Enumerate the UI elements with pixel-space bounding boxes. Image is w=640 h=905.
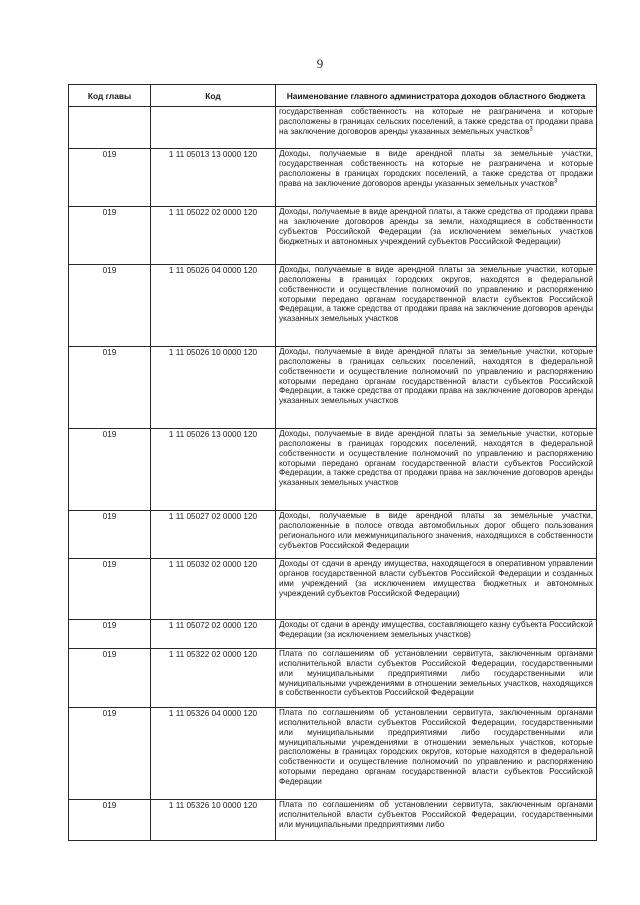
head-code-cell: 019 (69, 347, 151, 429)
description-text: Доходы, получаемые в виде арендной платы за земельные участки, которые расположены в границах сельских поселений, находятся в федеральной собственности и осуществление полномочий по управлению и распоряжению которыми передано органам государственной власти субъектов Российской Федерации, а также средства от продажи права на заключение договоров аренды указанных земельных участков (279, 347, 594, 406)
description-cell (276, 107, 597, 149)
revenue-code-cell: 1 11 05013 13 0000 120 (151, 149, 276, 207)
table-row (69, 708, 597, 800)
table-row (69, 559, 597, 620)
description-cell (276, 429, 597, 511)
footnote-mark: 3 (529, 125, 533, 132)
revenue-code-cell: 1 11 05026 13 0000 120 (151, 429, 276, 511)
table-row (69, 149, 597, 207)
revenue-code-cell: 1 11 05022 02 0000 120 (151, 207, 276, 265)
table-row (69, 429, 597, 511)
table-row (69, 107, 597, 149)
description-text: Доходы, получаемые в виде арендной платы за земельные участки, расположенные в полосе отвода автомобильных дорог общего пользования регионального или межмуниципального значения, находящихся в собственности субъектов Российской Федерации (279, 511, 593, 550)
revenue-code-cell: 1 11 05032 02 0000 120 (151, 559, 276, 620)
table-row (69, 649, 597, 708)
description-text: Плата по соглашениям об установлении сервитута, заключенным органами исполнительной власти субъектов Российской Федерации, государственными или муниципальными предприятиями либо государственными или муниципальными учреждениями в отношении земельных участков, которые расположены в границах городских округов, которые находятся в федеральной собственности и осуществление полномочий по управлению и распоряжению которыми передано органам государственной власти субъектов Российской Федерации (279, 708, 593, 786)
description-cell (276, 708, 597, 800)
header-name: Наименование главного администратора доходов областного бюджета (276, 85, 597, 107)
head-code-cell: 019 (69, 207, 151, 265)
description-text: Доходы, получаемые в виде арендной платы, а также средства от продажи права на заключение договоров аренды за земли, находящиеся в собственности субъектов Российской Федерации (за исключением земельных участков бюджетных и автономных учреждений субъектов Российской Федерации) (279, 207, 593, 246)
header-head-code: Код главы (69, 85, 151, 107)
description-cell (276, 620, 597, 649)
description-cell (276, 649, 597, 708)
table-row (69, 511, 597, 559)
revenue-code-cell (151, 107, 276, 149)
description-cell (276, 149, 597, 207)
table-row (69, 620, 597, 649)
revenue-code-cell: 1 11 05072 02 0000 120 (151, 620, 276, 649)
revenue-code-cell: 1 11 05026 04 0000 120 (151, 265, 276, 347)
revenue-code-cell: 1 11 05026 10 0000 120 (151, 347, 276, 429)
revenue-code-cell: 1 11 05326 04 0000 120 (151, 708, 276, 800)
head-code-cell: 019 (69, 559, 151, 620)
table-row (69, 265, 597, 347)
description-text: Доходы, получаемые в виде арендной платы за земельные участки, которые расположены в границах городских поселений, находятся в федеральной собственности и осуществление полномочий по управлению и распоряжению которыми передано органам государственной власти субъектов Российской Федерации, а также средства от продажи права на заключение договоров аренды указанных земельных участков (279, 429, 594, 488)
header-code: Код (151, 85, 276, 107)
revenue-code-cell: 1 11 05027 02 0000 120 (151, 511, 276, 559)
description-text: Доходы, получаемые в виде арендной платы за земельные участки, которые расположены в границах городских округов, находятся в федеральной собственности и осуществление полномочий по управлению и распоряжению которыми передано органам государственной власти субъектов Российской Федерации, а также средства от продажи права на заключение договоров аренды указанных земельных участков (279, 265, 594, 324)
description-text: Доходы от сдачи в аренду имущества, составляющего казну субъекта Российской Федерации (за исключением земельных участков) (279, 620, 593, 639)
head-code-cell (69, 107, 151, 149)
description-cell (276, 511, 597, 559)
revenue-code-cell: 1 11 05326 10 0000 120 (151, 800, 276, 841)
table-header-row (69, 85, 597, 107)
description-text: Доходы, получаемые в виде арендной платы за земельные участки, государственная собственность на которые не разграничена и которые расположены в границах городских поселений, а также средства от продажи права на заключение договоров аренды указанных земельных участков (279, 149, 593, 188)
description-text: Доходы от сдачи в аренду имущества, находящегося в оперативном управлении органов государственной власти субъектов Российской Федерации и созданных ими учреждений (за исключением имущества бюджетных и автономных учреждений субъектов Российской Федерации) (279, 559, 593, 598)
head-code-cell: 019 (69, 511, 151, 559)
table-row (69, 347, 597, 429)
page-number: 9 (316, 56, 324, 71)
description-cell (276, 265, 597, 347)
head-code-cell: 019 (69, 620, 151, 649)
revenue-code-cell: 1 11 05322 02 0000 120 (151, 649, 276, 708)
description-text: государственная собственность на которые не разграничена и которые расположены в границах сельских поселений, а также средства от продажи права на заключение договоров аренды указанных земельных участков (279, 107, 593, 136)
description-cell (276, 559, 597, 620)
footnote-mark: 3 (554, 177, 558, 184)
head-code-cell: 019 (69, 800, 151, 841)
revenue-codes-table (68, 84, 597, 841)
description-cell (276, 347, 597, 429)
description-cell (276, 207, 597, 265)
head-code-cell: 019 (69, 708, 151, 800)
head-code-cell: 019 (69, 429, 151, 511)
head-code-cell: 019 (69, 649, 151, 708)
head-code-cell: 019 (69, 265, 151, 347)
table-row (69, 800, 597, 841)
table-row (69, 207, 597, 265)
description-cell (276, 800, 597, 841)
head-code-cell: 019 (69, 149, 151, 207)
description-text: Плата по соглашениям об установлении сервитута, заключенным органами исполнительной власти субъектов Российской Федерации, государственными или муниципальными предприятиями либо государственными или муниципальными учреждениями в отношении земельных участков, находящихся в собственности субъектов Российской Федерации (279, 649, 593, 698)
description-text: Плата по соглашениям об установлении сервитута, заключенным органами исполнительной власти субъектов Российской Федерации, государственными или муниципальными предприятиями либо (279, 800, 593, 829)
table-body (69, 107, 597, 841)
